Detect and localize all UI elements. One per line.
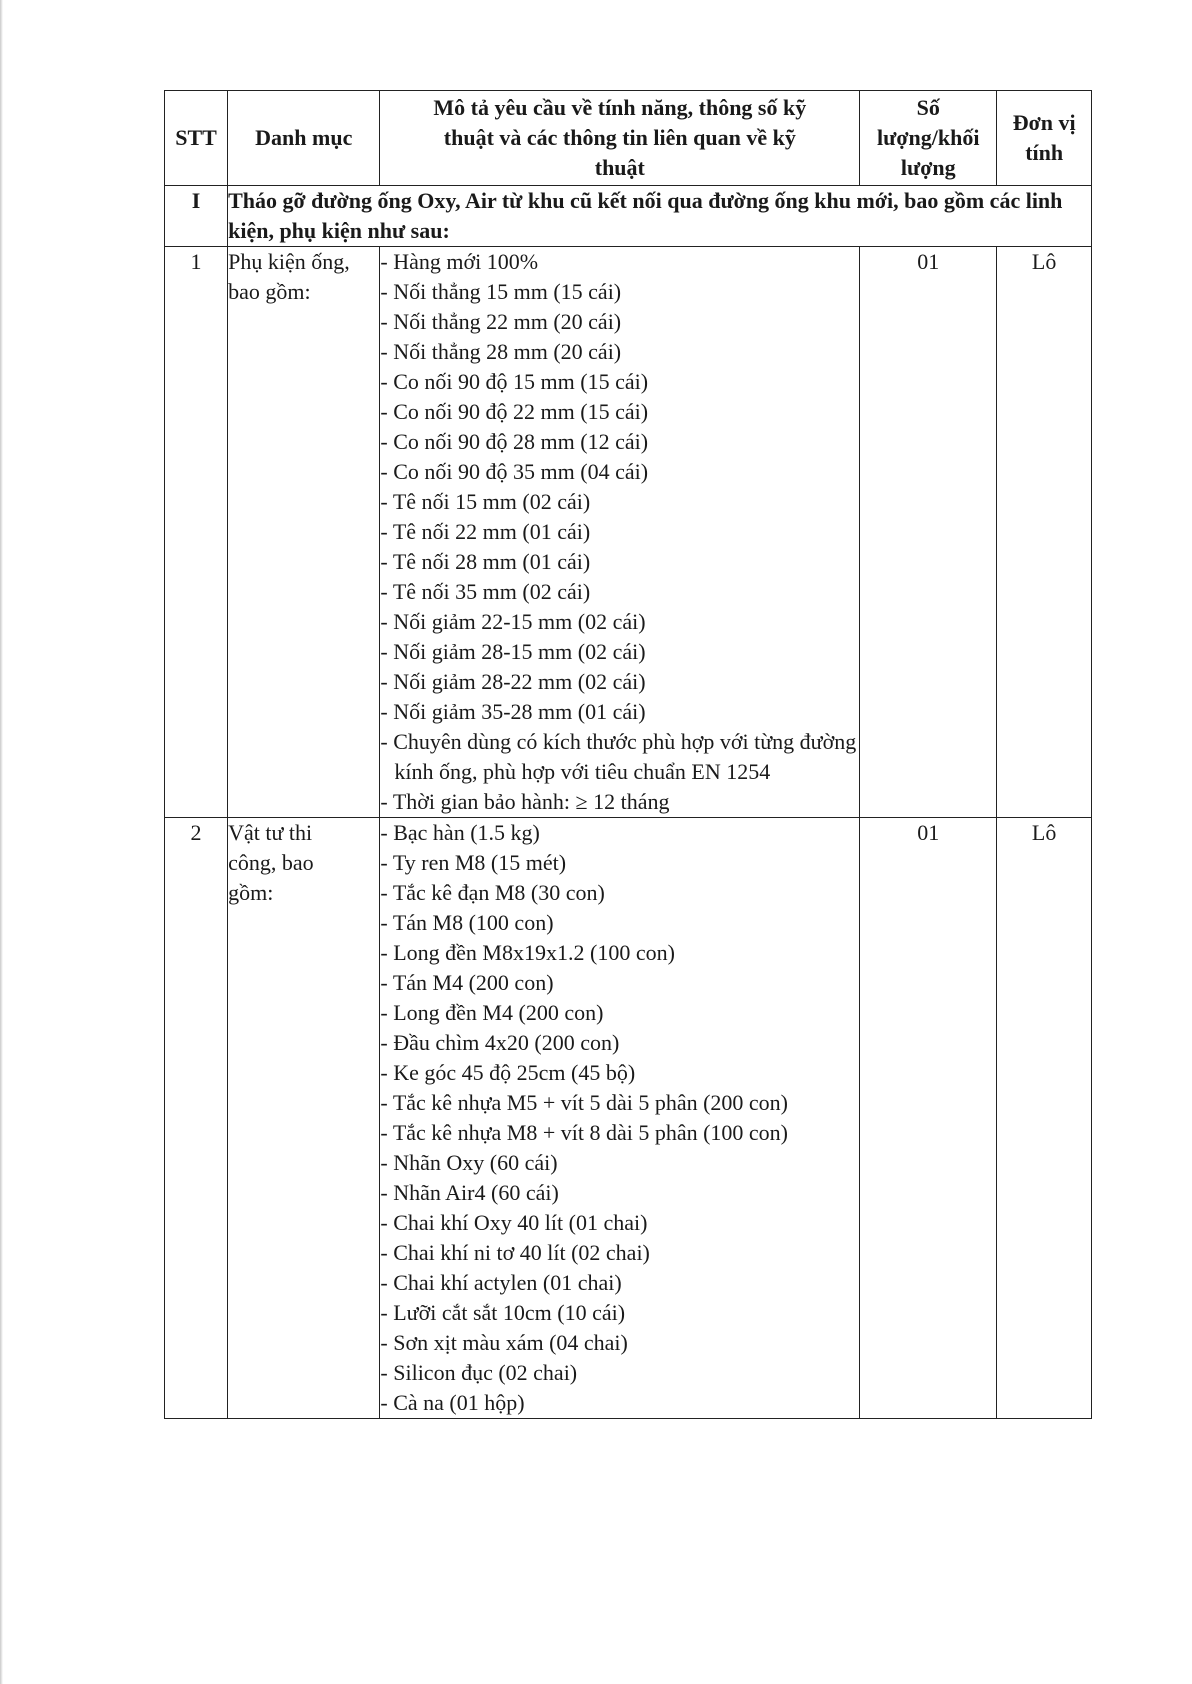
row-category-line: công, bao	[228, 850, 314, 875]
row-category	[228, 247, 380, 818]
specification-table	[164, 90, 1092, 1419]
section-title: Tháo gỡ đường ống Oxy, Air từ khu cũ kết nối qua đường ống khu mới, bao gồm các linh kiện, phụ kiện như sau:	[228, 186, 1092, 247]
list-item: - Nhãn Oxy (60 cái)	[380, 1150, 558, 1175]
header-description-line: thuật và các thông tin liên quan về kỹ	[443, 125, 796, 150]
header-quantity-line: lượng/khối	[877, 125, 980, 150]
list-item: - Nhãn Air4 (60 cái)	[380, 1180, 559, 1205]
header-unit	[997, 91, 1092, 186]
header-category: Danh mục	[228, 91, 380, 186]
list-item: - Chai khí ni tơ 40 lít (02 chai)	[380, 1240, 650, 1265]
list-item: - Bạc hàn (1.5 kg)	[380, 820, 540, 845]
list-item: - Tắc kê nhựa M8 + vít 8 dài 5 phân (100 con)	[380, 1120, 789, 1145]
row-quantity: 01	[860, 247, 997, 818]
list-item: - Lưỡi cắt sắt 10cm (10 cái)	[380, 1300, 626, 1325]
list-item: - Chai khí actylen (01 chai)	[380, 1270, 622, 1295]
list-item: - Tán M8 (100 con)	[380, 910, 554, 935]
header-quantity-line: Số	[916, 95, 940, 120]
row-category-line: bao gồm:	[228, 279, 311, 304]
row-unit: Lô	[997, 247, 1092, 818]
list-item: - Cà na (01 hộp)	[380, 1390, 525, 1415]
list-item: - Chai khí Oxy 40 lít (01 chai)	[380, 1210, 648, 1235]
header-row	[165, 91, 1092, 186]
list-item: - Ty ren M8 (15 mét)	[380, 850, 567, 875]
header-quantity-line: lượng	[900, 155, 956, 180]
row-stt: 1	[165, 247, 228, 818]
list-item: - Nối giảm 35-28 mm (01 cái)	[380, 699, 646, 724]
list-item: - Ke góc 45 độ 25cm (45 bộ)	[380, 1060, 636, 1085]
item-list	[380, 818, 859, 1418]
list-item: - Nối giảm 28-15 mm (02 cái)	[380, 639, 646, 664]
table-row	[165, 818, 1092, 1419]
list-item: - Tắc kê đạn M8 (30 con)	[380, 880, 605, 905]
list-item: - Đầu chìm 4x20 (200 con)	[380, 1030, 620, 1055]
row-category-line: gồm:	[228, 880, 274, 905]
header-unit-line: tính	[1025, 140, 1064, 165]
list-item: - Hàng mới 100%	[380, 249, 539, 274]
table-row	[165, 247, 1092, 818]
list-item: - Nối thẳng 28 mm (20 cái)	[380, 339, 622, 364]
section-number: I	[165, 186, 228, 247]
list-item: - Tán M4 (200 con)	[380, 970, 554, 995]
header-description	[380, 91, 860, 186]
row-category-line: Vật tư thi	[228, 820, 313, 845]
list-item: - Long đền M4 (200 con)	[380, 1000, 604, 1025]
row-category	[228, 818, 380, 1419]
list-item: - Long đền M8x19x1.2 (100 con)	[380, 940, 675, 965]
header-unit-line: Đơn vị	[1012, 110, 1076, 135]
header-description-line: Mô tả yêu cầu về tính năng, thông số kỹ	[433, 95, 807, 120]
row-description	[380, 818, 860, 1419]
list-item: - Nối giảm 28-22 mm (02 cái)	[380, 669, 646, 694]
section-row	[165, 186, 1092, 247]
row-category-line: Phụ kiện ống,	[228, 249, 350, 274]
list-item: - Silicon đục (02 chai)	[380, 1360, 578, 1385]
list-item: - Co nối 90 độ 15 mm (15 cái)	[380, 369, 649, 394]
list-item: - Nối thẳng 22 mm (20 cái)	[380, 309, 622, 334]
list-item: - Nối thẳng 15 mm (15 cái)	[380, 279, 622, 304]
list-item: - Tê nối 35 mm (02 cái)	[380, 579, 591, 604]
list-item: - Sơn xịt màu xám (04 chai)	[380, 1330, 628, 1355]
list-item: - Co nối 90 độ 35 mm (04 cái)	[380, 459, 649, 484]
list-item: - Co nối 90 độ 22 mm (15 cái)	[380, 399, 649, 424]
list-item: - Tê nối 28 mm (01 cái)	[380, 549, 591, 574]
row-description	[380, 247, 860, 818]
row-quantity: 01	[860, 818, 997, 1419]
list-item: - Nối giảm 22-15 mm (02 cái)	[380, 609, 646, 634]
page-edge-shadow	[0, 0, 3, 1684]
list-item: - Tê nối 22 mm (01 cái)	[380, 519, 591, 544]
header-description-line: thuật	[594, 155, 645, 180]
list-item: - Co nối 90 độ 28 mm (12 cái)	[380, 429, 649, 454]
header-quantity	[860, 91, 997, 186]
header-stt: STT	[165, 91, 228, 186]
list-item: - Thời gian bảo hành: ≥ 12 tháng	[380, 789, 670, 814]
list-item: - Tắc kê nhựa M5 + vít 5 dài 5 phân (200 con)	[380, 1090, 789, 1115]
list-item: - Chuyên dùng có kích thước phù hợp với từng đường kính ống, phù hợp với tiêu chuẩn EN 1254	[380, 729, 857, 784]
list-item: - Tê nối 15 mm (02 cái)	[380, 489, 591, 514]
item-list	[380, 247, 859, 817]
row-unit: Lô	[997, 818, 1092, 1419]
row-stt: 2	[165, 818, 228, 1419]
